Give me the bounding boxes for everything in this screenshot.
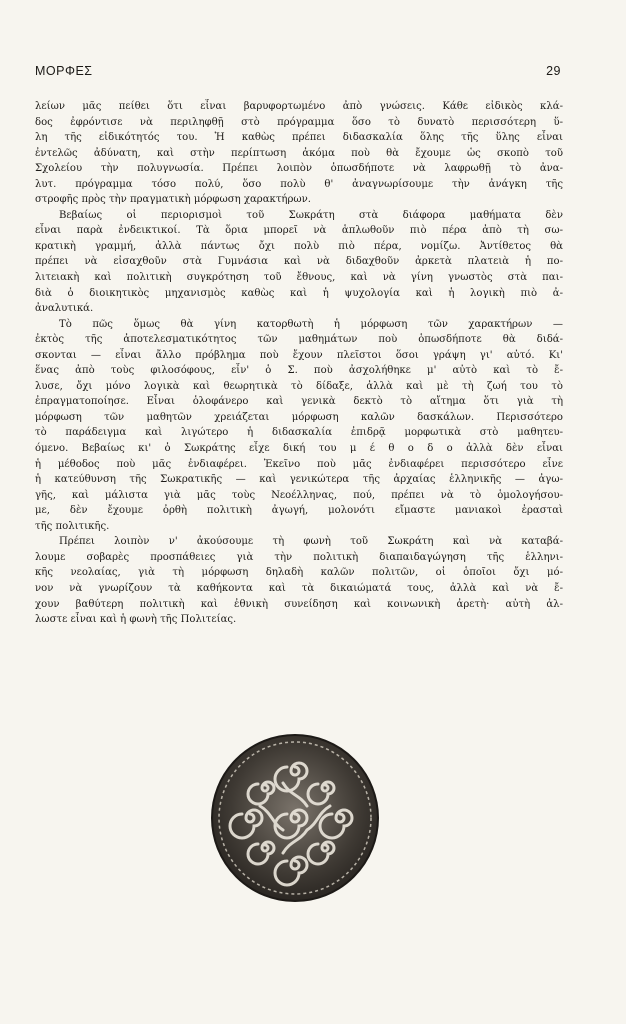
text-line: σκονται — εἶναι ἄλλο πρόβλημα ποὺ ἔχουν πλεῖστοι ὅσοι γράψη γι' αὐτό. Κι'	[35, 349, 563, 361]
text-line: ἐκτὸς τῆς ἀποτελεσματικότητος τῶν μαθημάτων ποὺ ὁπωσδήποτε θὰ διδά-	[35, 334, 563, 346]
text-line: διὰ ὁ διοικητικὸς μηχανισμὸς καθὼς καὶ ἡ ψυχολογία καὶ ἡ λογικὴ πιὸ ἀ-	[35, 287, 563, 299]
spiral-ornament	[210, 733, 380, 903]
page-header	[35, 64, 561, 84]
text-line: τῆς πολιτικῆς.	[35, 520, 110, 532]
text-line: μόρφωση τῶν μαθητῶν χρειάζεται μόρφωση καλῶν δασκάλων. Περισσότερο	[35, 411, 563, 423]
text-line: λείων μᾶς πείθει ὅτι εἶναι βαρυφορτωμένο ἀπὸ γνώσεις. Κάθε εἰδικὸς κλά-	[35, 101, 563, 112]
text-line: ἐπραγματοποίησε. Εἶναι ὁλοφάνερο καὶ γενικὰ δεκτὸ τὸ αἴτημα ὅτι γιὰ τὴ	[35, 396, 563, 408]
text-line: όμενο. Βεβαίως κι' ὁ Σωκράτης εἶχε δική του μ έ θ ο δ ο ἀλλὰ δὲν εἶναι	[35, 443, 563, 455]
text-line: Βεβαίως οἱ περιορισμοὶ τοῦ Σωκράτη στὰ διάφορα μαθήματα δὲν	[59, 209, 563, 221]
page-number: 29	[546, 64, 561, 78]
text-line: εἶναι παρὰ ἐνδεικτικοί. Τὰ ὅρια μπορεῖ νὰ ἁπλωθοῦν πιὸ πέρα ἀπὸ τὴ σω-	[35, 225, 563, 237]
text-line: λυτ. πρόγραμμα τόσο πολύ, ὅσο πολὺ θ' ἀναγνωρίσουμε τὴν ἀνάγκη τῆς	[35, 178, 563, 190]
text-line: Πρέπει λοιπὸν ν' ἀκούσουμε τὴ φωνὴ τοῦ Σωκράτη καὶ νὰ καταβά-	[59, 536, 563, 548]
text-line: χουν βαθύτερη πολιτικὴ καὶ ἐθνικὴ συνείδηση καὶ κοινωνικὴ ἀρετὴ· αὐτὴ ἀλ-	[35, 598, 563, 610]
text-line: κῆς νεολαίας, γιὰ τὴ μόρφωση δηλαδὴ καλῶν πολιτῶν, οἱ ὁποῖοι ὄχι μό-	[35, 567, 563, 579]
text-line: ἐντελῶς ἀδύνατη, καὶ στὴν περίπτωση ἀκόμα ποὺ θὰ ἔχουμε ὡς σκοπὸ τοῦ	[35, 147, 563, 159]
text-line: νον νὰ γνωρίζουν τὰ καθήκοντα καὶ τὰ δικαιώματά τους, ἀλλὰ καὶ νὰ ἔ-	[35, 582, 563, 594]
text-line: τὸ παράδειγμα καὶ λιγώτερο ἡ διδασκαλία ἐπιδρᾷ μορφωτικὰ στὸ μαθητευ-	[35, 427, 563, 439]
text-line: με, δὲν ἔχουμε ὀρθὴ πολιτικὴ ἀγωγή, μολονότι εἴμαστε μανιακοὶ ἐρασταὶ	[35, 505, 563, 517]
paragraph	[35, 99, 563, 208]
text-line: ἡ κατεύθυνση τῆς Σωκρατικῆς — καὶ γενικώτερα τῆς ἀρχαίας ἑλληνικῆς — ἀγω-	[35, 474, 563, 486]
paragraph	[35, 534, 563, 627]
text-line: λωστε εἶναι καὶ ἡ φωνὴ τῆς Πολιτείας.	[35, 614, 237, 626]
text-line: στροφῆς πρὸς τὴν πραγματικὴ μόρφωση χαρακτήρων.	[35, 194, 311, 206]
text-line: Σχολείου τὴν πολυγνωσία. Πρέπει λοιπὸν ὁπωσδήποτε νὰ λαφρωθῇ τὸ ἀνα-	[35, 163, 563, 175]
running-head: ΜΟΡΦΕΣ	[35, 64, 93, 78]
text-line: πρέπει νὰ εἰσαχθοῦν στὰ Γυμνάσια καὶ νὰ διδαχθοῦν ἀρκετὰ πλατειὰ ἡ πο-	[35, 256, 563, 268]
text-line: ἀναλυτικά.	[35, 303, 94, 315]
text-line: λιτειακὴ καὶ πολιτικὴ συγκρότηση τοῦ ἔθνους, καὶ νὰ γίνη γνωστὸς στὰ παι-	[35, 272, 563, 284]
text-line: λουμε σοβαρὲς προσπάθειες γιὰ τὴν πολιτικὴ διαπαιδαγώγηση τῆς ἑλληνι-	[35, 551, 563, 563]
text-line: κρατικὴ γραμμή, ἀλλὰ πάντως ὄχι πολὺ πιὸ πέρα, νομίζω. Ἀντίθετος θὰ	[35, 240, 563, 252]
text-line: λυσε, ὄχι μόνο λογικὰ καὶ θεωρητικὰ τὸ δίδαξε, ἀλλὰ καὶ μὲ τὴ ζωή του τὸ	[35, 380, 563, 392]
paragraph	[35, 317, 563, 535]
text-line: δος ἐφρόντισε νὰ περιληφθῇ στὸ πρόγραμμα ὅσο τὸ δυνατὸ περισσότερη ὕ-	[35, 116, 563, 128]
text-line: Τὸ πῶς ὅμως θὰ γίνη κατορθωτὴ ἡ μόρφωση τῶν χαρακτήρων —	[59, 318, 563, 330]
text-line: λη τῆς εἰδικότητός του. Ἡ καθὼς πρέπει διδασκαλία ὅλης τῆς ὕλης εἶναι	[35, 132, 563, 144]
body-text	[35, 99, 563, 628]
paragraph	[35, 208, 563, 317]
text-line: γῆς, καὶ μάλιστα γιὰ μᾶς τοὺς Νεοέλληνας, πού, πρέπει νὰ τὸ ὁμολογήσου-	[35, 489, 563, 501]
text-line: ἡ μέθοδος ποὺ μᾶς ἐνδιαφέρει. Ἐκεῖνο ποὺ μᾶς ἐνδιαφέρει περισσότερο εἶνε	[35, 458, 563, 470]
text-line: ἕνας ἀπὸ τοὺς φιλοσόφους, εἶν' ὁ Σ. ποὺ ἀσχολήθηκε μ' αὐτὸ καὶ τὸ ἔ-	[35, 365, 563, 377]
